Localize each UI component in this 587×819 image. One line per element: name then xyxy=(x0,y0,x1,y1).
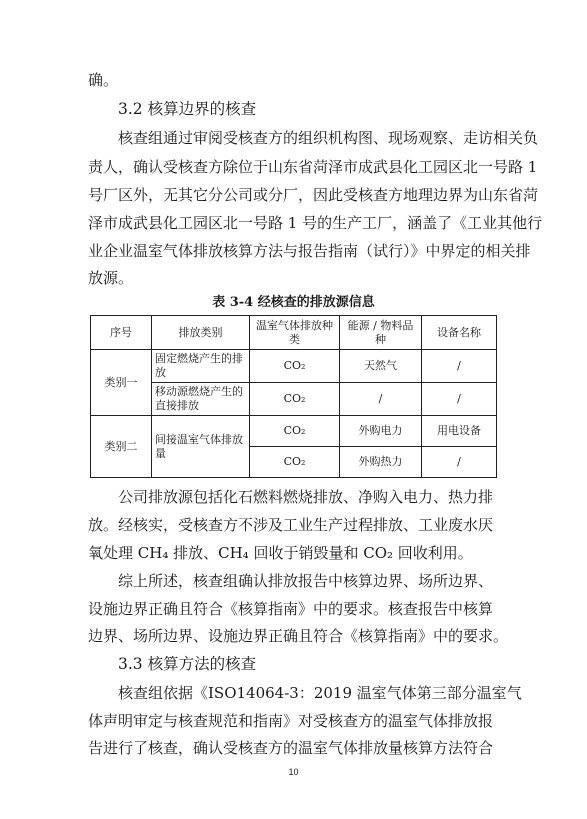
gas-cell: CO₂ xyxy=(250,383,340,416)
table-header-row xyxy=(91,316,497,350)
table-row xyxy=(91,416,497,447)
energy-cell: 天然气 xyxy=(340,350,422,383)
paragraph-line: 告进行了核查，确认受核查方的温室气体排放量核算方法符合 xyxy=(88,739,494,757)
energy-cell: 外购热力 xyxy=(340,447,422,478)
paragraph-line: 体声明审定与核查规范和指南》对受核查方的温室气体排放报 xyxy=(88,712,494,730)
paragraph-line: 边界、场所边界、设施边界正确且符合《核算指南》中的要求。 xyxy=(88,627,509,645)
category-cell: 移动源燃烧产生的直接排放 xyxy=(152,383,250,416)
table-row xyxy=(91,383,497,416)
page-number: 10 xyxy=(288,767,299,777)
paragraph-line: 公司排放源包括化石燃料燃烧排放、净购入电力、热力排 xyxy=(118,488,494,506)
paragraph-line: 放。经核实，受核查方不涉及工业生产过程排放、工业废水厌 xyxy=(88,516,494,534)
gas-cell: CO₂ xyxy=(250,447,340,478)
category-cell: 固定燃烧产生的排放 xyxy=(152,350,250,383)
gas-cell: CO₂ xyxy=(250,416,340,447)
emission-sources-table xyxy=(90,315,497,478)
paragraph-line: 泽市成武县化工园区北一号路 1 号的生产工厂，涵盖了《工业其他行 xyxy=(88,214,543,232)
group-label-cell: 类别一 xyxy=(91,350,152,416)
paragraph-line: 责人，确认受核查方除位于山东省菏泽市成武县化工园区北一号路 1 xyxy=(88,158,538,176)
paragraph-line: 核查组通过审阅受核查方的组织机构图、现场观察、走访相关负 xyxy=(118,129,539,147)
paragraph-line: 综上所述，核查组确认排放报告中核算边界、场所边界、 xyxy=(118,572,494,590)
paragraph-line: 业企业温室气体排放核算方法与报告指南（试行）》中界定的相关排 xyxy=(88,242,531,260)
table-header-cell: 温室气体排放种类 xyxy=(250,316,340,350)
paragraph-line: 放源。 xyxy=(88,269,134,287)
table-header-cell: 设备名称 xyxy=(422,316,497,350)
gas-cell: CO₂ xyxy=(250,350,340,383)
energy-cell: 外购电力 xyxy=(340,416,422,447)
energy-cell: / xyxy=(340,383,422,416)
group-label-cell: 类别二 xyxy=(91,416,152,478)
text-line: 确。 xyxy=(88,71,119,89)
paragraph-line: 核查组依据《ISO14064-3：2019 温室气体第三部分温室气 xyxy=(118,684,522,702)
equipment-cell: / xyxy=(422,350,497,383)
paragraph-line: 设施边界正确且符合《核算指南》中的要求。核查报告中核算 xyxy=(88,600,494,618)
equipment-cell: / xyxy=(422,383,497,416)
table-header-cell: 序号 xyxy=(91,316,152,350)
table-header-cell: 排放类别 xyxy=(152,316,250,350)
paragraph-line: 号厂区外，无其它分公司或分厂，因此受核查方地理边界为山东省菏 xyxy=(88,186,539,204)
paragraph-line: 氧处理 CH₄ 排放、CH₄ 回收于销毁量和 CO₂ 回收利用。 xyxy=(88,544,473,562)
category-cell: 间接温室气体排放量 xyxy=(152,416,250,478)
section-heading-3-2: 3.2 核算边界的核查 xyxy=(118,100,257,118)
table-header-cell: 能源 / 物料品种 xyxy=(340,316,422,350)
equipment-cell: 用电设备 xyxy=(422,416,497,447)
equipment-cell: / xyxy=(422,447,497,478)
table-caption: 表 3-4 经核查的排放源信息 xyxy=(212,295,375,310)
table-row xyxy=(91,350,497,383)
section-heading-3-3: 3.3 核算方法的核查 xyxy=(118,655,257,673)
